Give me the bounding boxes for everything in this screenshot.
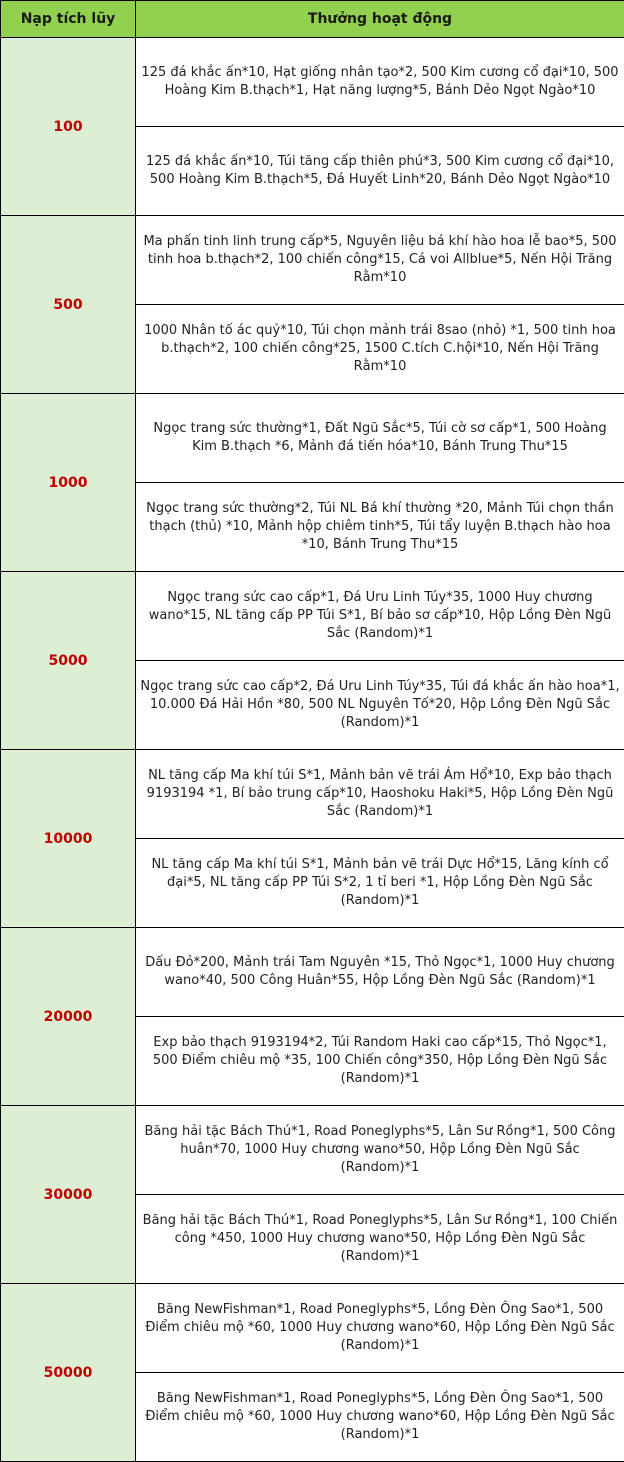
reward-cell: 125 đá khắc ấn*10, Túi tăng cấp thiên phú*3, 500 Kim cương cổ đại*10, 500 Hoàng Kim B.thạch*5, Đá Huyết Linh*20, Bánh Dẻo Ngọt Ngào*10	[136, 127, 624, 216]
reward-cell: Ngọc trang sức thường*2, Túi NL Bá khí thường *20, Mảnh Túi chọn thần thạch (thủ) *10, Mảnh hộp chiêm tinh*5, Túi tẩy luyện B.thạch hào hoa *10, Bánh Trung Thu*15	[136, 483, 624, 572]
table-row	[1, 750, 624, 839]
reward-cell: NL tăng cấp Ma khí túi S*1, Mảnh bản vẽ trái Dực Hổ*15, Lăng kính cổ đại*5, NL tăng cấp PP Túi S*2, 1 tỉ beri *1, Hộp Lồng Đèn Ngũ Sắc (Random)*1	[136, 839, 624, 928]
reward-cell: Băng hải tặc Bách Thú*1, Road Poneglyphs*5, Lân Sư Rồng*1, 100 Chiến công *450, 1000 Huy chương wano*50, Hộp Lồng Đèn Ngũ Sắc (Random)*1	[136, 1195, 624, 1284]
tier-amount: 10000	[1, 750, 136, 928]
reward-cell: NL tăng cấp Ma khí túi S*1, Mảnh bản vẽ trái Ám Hổ*10, Exp bảo thạch 9193194 *1, Bí bảo trung cấp*10, Haoshoku Haki*5, Hộp Lồng Đèn Ngũ Sắc (Random)*1	[136, 750, 624, 839]
reward-cell: Ngọc trang sức thường*1, Đất Ngũ Sắc*5, Túi cờ sơ cấp*1, 500 Hoàng Kim B.thạch *6, Mảnh đá tiến hóa*10, Bánh Trung Thu*15	[136, 394, 624, 483]
tier-amount: 50000	[1, 1284, 136, 1462]
reward-cell: Ngọc trang sức cao cấp*2, Đá Uru Linh Túy*35, Túi đá khắc ấn hào hoa*1, 10.000 Đá Hải Hồn *80, 500 NL Nguyên Tố*20, Hộp Lồng Đèn Ngũ Sắc (Random)*1	[136, 661, 624, 750]
tier-amount: 100	[1, 38, 136, 216]
reward-cell: Băng NewFishman*1, Road Poneglyphs*5, Lồng Đèn Ông Sao*1, 500 Điểm chiêu mộ *60, 1000 Huy chương wano*60, Hộp Lồng Đèn Ngũ Sắc (Random)*1	[136, 1373, 624, 1462]
tier-amount: 5000	[1, 572, 136, 750]
reward-cell: 1000 Nhân tố ác quỷ*10, Túi chọn mảnh trái 8sao (nhỏ) *1, 500 tinh hoa b.thạch*2, 100 chiến công*25, 1500 C.tích C.hội*10, Nến Hội Trăng Rằm*10	[136, 305, 624, 394]
reward-cell: 125 đá khắc ấn*10, Hạt giống nhân tạo*2, 500 Kim cương cổ đại*10, 500 Hoàng Kim B.thạch*1, Hạt năng lượng*5, Bánh Dẻo Ngọt Ngào*10	[136, 38, 624, 127]
table-row	[1, 394, 624, 483]
tier-amount: 30000	[1, 1106, 136, 1284]
reward-cell: Ma phấn tinh linh trung cấp*5, Nguyên liệu bá khí hào hoa lễ bao*5, 500 tinh hoa b.thạch*2, 100 chiến công*15, Cá voi Allblue*5, Nến Hội Trăng Rằm*10	[136, 216, 624, 305]
table-row	[1, 38, 624, 127]
header-reward: Thưởng hoạt động	[136, 1, 624, 38]
reward-cell: Dấu Đỏ*200, Mảnh trái Tam Nguyên *15, Thỏ Ngọc*1, 1000 Huy chương wano*40, 500 Công Huân*55, Hộp Lồng Đèn Ngũ Sắc (Random)*1	[136, 928, 624, 1017]
header-row	[1, 1, 624, 38]
table-row	[1, 572, 624, 661]
reward-cell: Exp bảo thạch 9193194*2, Túi Random Haki cao cấp*15, Thỏ Ngọc*1, 500 Điểm chiêu mộ *35, 100 Chiến công*350, Hộp Lồng Đèn Ngũ Sắc (Random)*1	[136, 1017, 624, 1106]
header-amount: Nạp tích lũy	[1, 1, 136, 38]
tier-amount: 20000	[1, 928, 136, 1106]
table-row	[1, 1284, 624, 1373]
table-row	[1, 928, 624, 1017]
table-row	[1, 1106, 624, 1195]
tier-amount: 1000	[1, 394, 136, 572]
tier-amount: 500	[1, 216, 136, 394]
reward-cell: Ngọc trang sức cao cấp*1, Đá Uru Linh Túy*35, 1000 Huy chương wano*15, NL tăng cấp PP Túi S*1, Bí bảo sơ cấp*10, Hộp Lồng Đèn Ngũ Sắc (Random)*1	[136, 572, 624, 661]
reward-cell: Băng hải tặc Bách Thú*1, Road Poneglyphs*5, Lân Sư Rồng*1, 500 Công huân*70, 1000 Huy chương wano*50, Hộp Lồng Đèn Ngũ Sắc (Random)*1	[136, 1106, 624, 1195]
reward-cell: Băng NewFishman*1, Road Poneglyphs*5, Lồng Đèn Ông Sao*1, 500 Điểm chiêu mộ *60, 1000 Huy chương wano*60, Hộp Lồng Đèn Ngũ Sắc (Random)*1	[136, 1284, 624, 1373]
table-row	[1, 216, 624, 305]
